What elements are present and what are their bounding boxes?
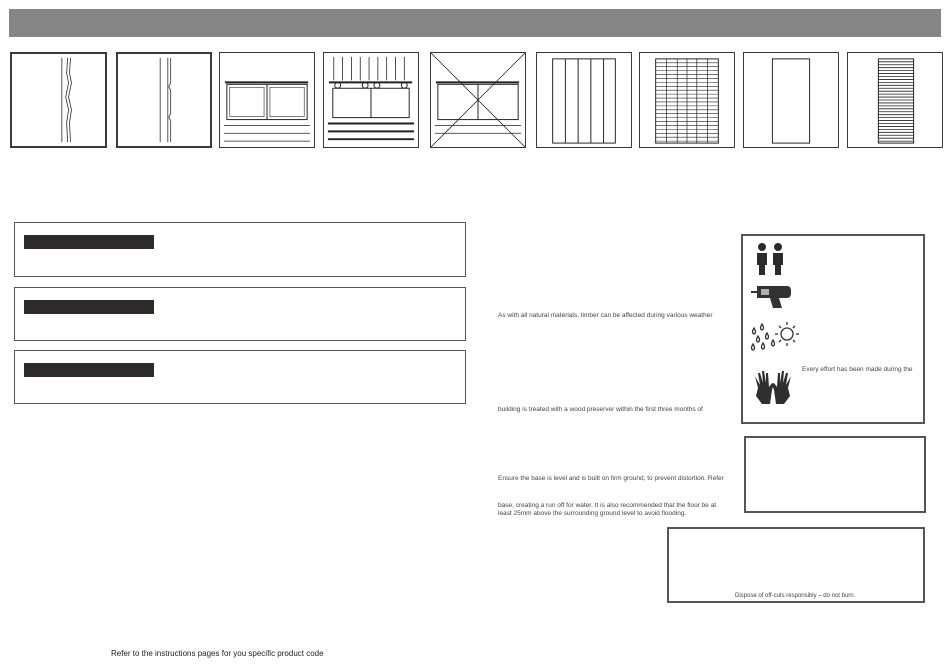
weather-text: As with all natural materials, timber can be affected during various weather xyxy=(498,312,713,319)
door-panel-drawing xyxy=(744,53,838,147)
thumb-board-panel[interactable] xyxy=(536,52,632,148)
panel-edge-2-drawing xyxy=(118,54,210,146)
grid-panel-drawing xyxy=(640,53,734,147)
notice-label-2 xyxy=(24,300,154,314)
notice-label-1 xyxy=(24,235,154,249)
panel-edge-1-drawing xyxy=(12,54,105,146)
notice-box-3 xyxy=(14,350,466,404)
flooding-text: least 25mm above the surrounding ground level to avoid flooding. xyxy=(498,510,687,517)
notice-label-3 xyxy=(24,363,154,377)
notice-box-1 xyxy=(14,222,466,277)
louvre-panel-drawing xyxy=(848,53,942,147)
window-panel-crossed-drawing xyxy=(431,53,525,147)
thumb-louvre-panel[interactable] xyxy=(847,52,943,148)
header-bar xyxy=(9,9,941,37)
board-panel-drawing xyxy=(537,53,631,147)
preserver-text: building is treated with a wood preserver within the first three months of xyxy=(498,406,703,413)
info-box-wide xyxy=(667,527,925,603)
info-box-small xyxy=(744,436,926,513)
thumb-window-panel[interactable] xyxy=(219,52,315,148)
base-level-text: Ensure the base is level and is built on firm ground, to prevent distortion. Refer xyxy=(498,475,724,482)
thumb-door-panel[interactable] xyxy=(743,52,839,148)
run-off-text: base, creating a run off for water. It is also recommended that the floor be at xyxy=(498,502,717,509)
rain-sun-icon xyxy=(749,320,799,352)
drill-icon xyxy=(751,280,797,310)
effort-text: Every effort has been made during the xyxy=(802,366,913,373)
two-people-icon xyxy=(753,242,787,276)
thumb-grid-panel[interactable] xyxy=(639,52,735,148)
window-panel-drawing xyxy=(220,53,314,147)
bottom-note: Refer to the instructions pages for you specific product code xyxy=(111,649,324,658)
thumb-panel-edge-1[interactable] xyxy=(10,52,107,148)
thumb-window-panel-crossed[interactable] xyxy=(430,52,526,148)
thumb-panel-edge-2[interactable] xyxy=(116,52,212,148)
gloves-icon xyxy=(751,366,795,406)
dispose-text: Dispose of off-cuts responsibly – do not burn. xyxy=(735,593,856,599)
window-panel-clips-drawing xyxy=(324,53,418,147)
safety-icon-box xyxy=(741,234,925,424)
notice-box-2 xyxy=(14,287,466,341)
thumb-window-panel-clips[interactable] xyxy=(323,52,419,148)
